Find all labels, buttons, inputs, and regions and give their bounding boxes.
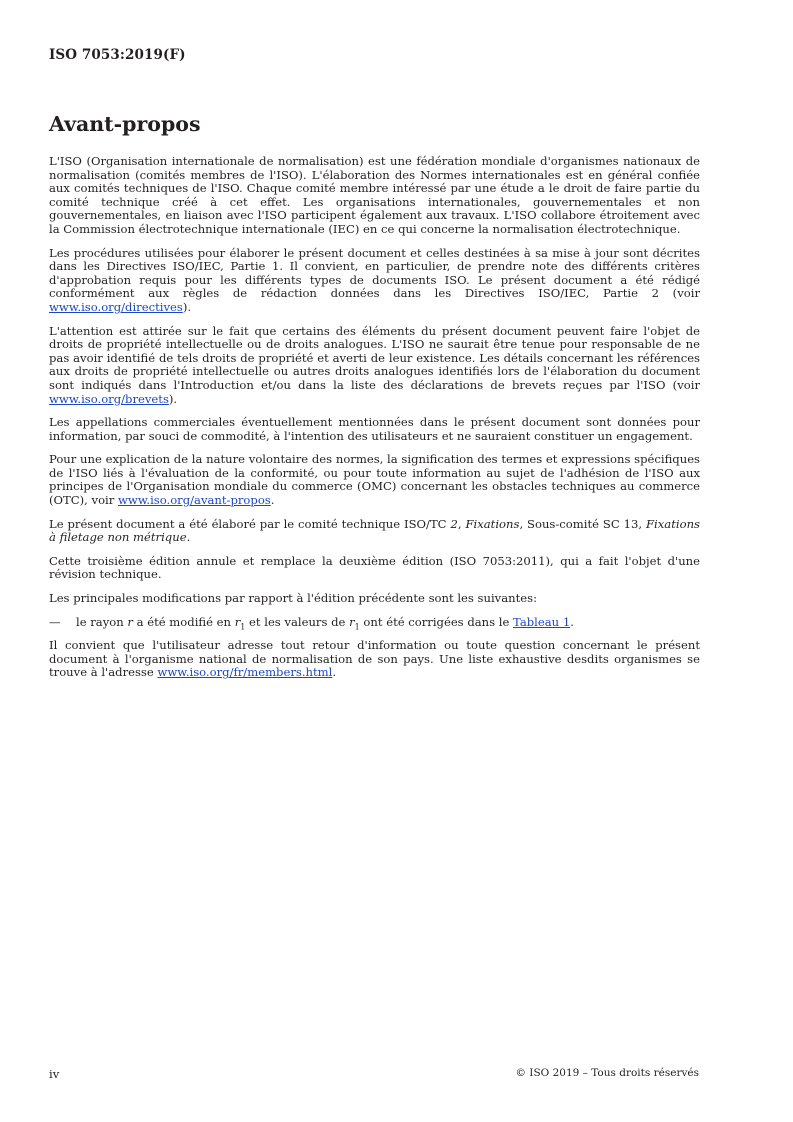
page-number: iv xyxy=(49,1067,60,1081)
link-members[interactable]: www.iso.org/fr/members.html xyxy=(157,665,333,680)
paragraph-committee: Le présent document a été élaboré par le comité technique ISO/TC 2, Fixations, Sous-comité SC 13, Fixations à filetage non métrique. xyxy=(49,516,700,545)
document-id-header: ISO 7053:2019(F) xyxy=(49,47,186,63)
list-item xyxy=(49,616,700,630)
paragraph-patents: L'attention est attirée sur le fait que certains des éléments du présent document peuvent faire l'objet de droits de propriété intellectuelle ou de droits analogues. L'ISO ne saurait être tenue pour responsable de ne pas avoir identifié de tels droits de propriété et averti de leur existence. Les détails concernant les références aux droits de propriété intellectuelle ou autres droits analogues identifiés lors de l'élaboration du document sont indiqués dans l'Introduction et/ou dans la liste des déclarations de brevets reçues par l'ISO (voir www.iso.org/brevets). xyxy=(49,323,700,406)
paragraph-procedures: Les procédures utilisées pour élaborer le présent document et celles destinées à sa mise à jour sont décrites dans les Directives ISO/IEC, Partie 1. Il convient, en particulier, de prendre note des différents critères d'approbation requis pour les différents types de documents ISO. Le présent document a été rédigé conformément aux règles de rédaction données dans les Directives ISO/IEC, Partie 2 (voir www.iso.org/directives). xyxy=(49,245,700,314)
link-avant-propos[interactable]: www.iso.org/avant-propos xyxy=(118,493,271,508)
link-tableau-1[interactable]: Tableau 1 xyxy=(513,614,571,629)
paragraph-voluntary-nature: Pour une explication de la nature volontaire des normes, la signification des termes et expressions spécifiques de l'ISO liés à l'évaluation de la conformité, ou pour toute information au sujet de l'adhésion de l'ISO aux principes de l'Organisation mondiale du commerce (OMC) concernant les obstacles techniques au commerce (OTC), voir www.iso.org/avant-propos. xyxy=(49,452,700,508)
link-directives[interactable]: www.iso.org/directives xyxy=(49,299,183,314)
copyright-notice: © ISO 2019 – Tous droits réservés xyxy=(515,1067,699,1079)
paragraph-iso-intro: L'ISO (Organisation internationale de normalisation) est une fédération mondiale d'organismes nationaux de normalisation (comités membres de l'ISO). L'élaboration des Normes internationales est en général confiée aux comités techniques de l'ISO. Chaque comité membre intéressé par une étude a le droit de faire partie du comité technique créé à cet effet. Les organisations internationales, gouvernementales et non gouvernementales, en liaison avec l'ISO participent également aux travaux. L'ISO collabore étroitement avec la Commission électrotechnique internationale (IEC) en ce qui concerne la normalisation électrotechnique. xyxy=(49,154,700,236)
link-brevets[interactable]: www.iso.org/brevets xyxy=(49,391,169,406)
list-dash: — xyxy=(49,614,61,629)
paragraph-edition: Cette troisième édition annule et remplace la deuxième édition (ISO 7053:2011), qui a fait l'objet d'une révision technique. xyxy=(49,553,700,582)
paragraph-modifications-intro: Les principales modifications par rapport à l'édition précédente sont les suivantes: xyxy=(49,591,537,606)
paragraph-trade-names: Les appellations commerciales éventuellement mentionnées dans le présent document sont données pour information, par souci de commodité, à l'intention des utilisateurs et ne sauraient constituer un engagement. xyxy=(49,415,700,443)
document-body xyxy=(49,155,700,690)
list-item-text: le rayon r a été modifié en $r_1$ et les valeurs de $r_1$ ont été corrigées dans le Tableau 1. xyxy=(76,614,574,631)
paragraph-feedback: Il convient que l'utilisateur adresse tout retour d'information ou toute question concernant le présent document à l'organisme national de normalisation de son pays. Une liste exhaustive desdits organismes se trouve à l'adresse www.iso.org/fr/members.html. xyxy=(49,638,700,680)
page-title: Avant-propos xyxy=(49,112,201,136)
